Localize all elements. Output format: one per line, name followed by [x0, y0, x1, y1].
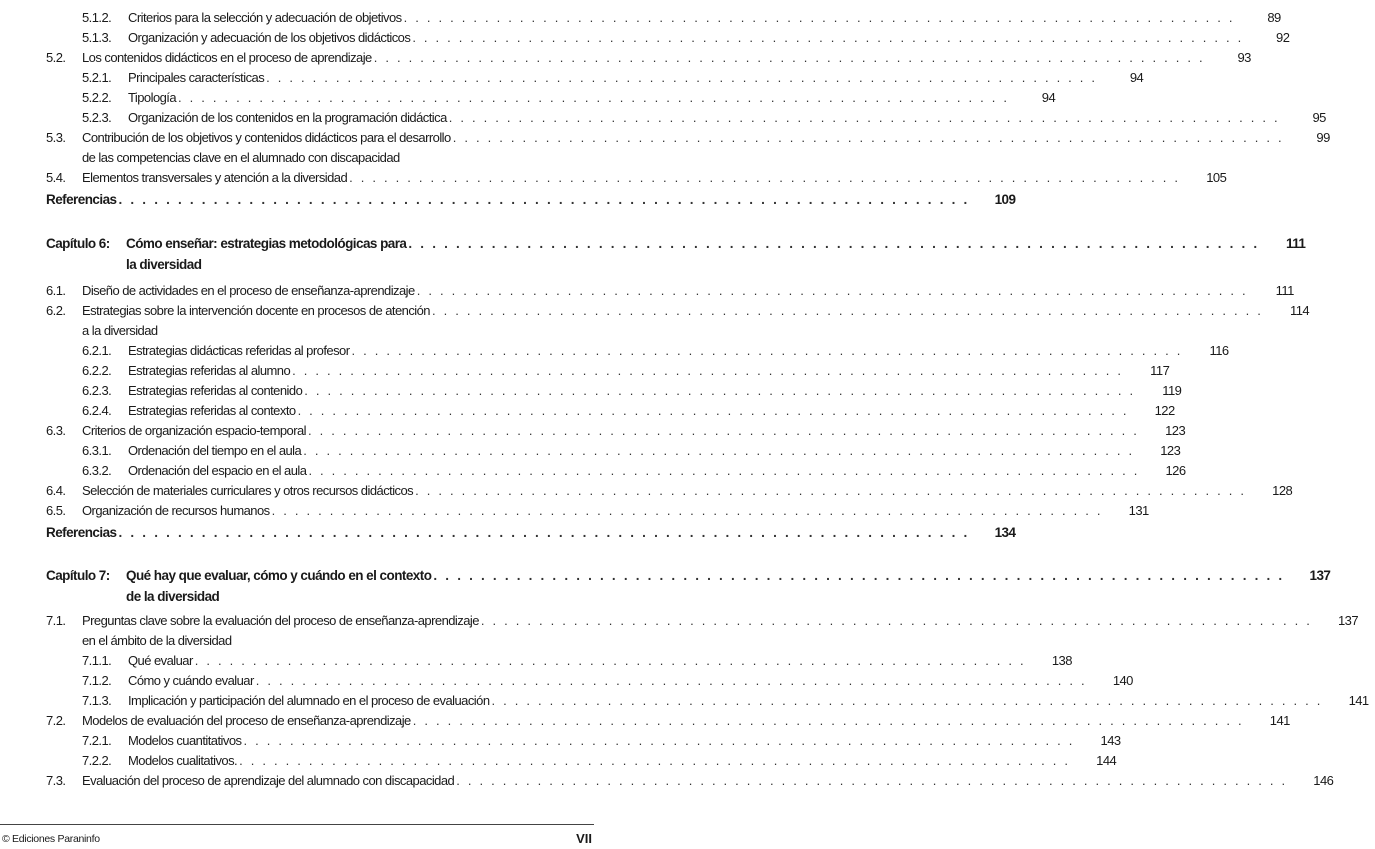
entry-title: Preguntas clave sobre la evaluación del proceso de enseñanza-aprendizaje — [82, 612, 479, 628]
entry-title: Organización y adecuación de los objetivos didácticos — [128, 29, 411, 45]
entry-number: 7.2.1. — [82, 732, 112, 748]
dot-leader: . . . . . . . . . . . . . . . . . . . . . . . . . . . . . . . . . . . . . . . . . . . . . . . . . . . . . . . . . . . . . . . . . . . . . . . . — [408, 235, 1260, 251]
entry-number: 7.1.3. — [82, 692, 112, 708]
dot-leader: . . . . . . . . . . . . . . . . . . . . . . . . . . . . . . . . . . . . . . . . . . . . . . . . . . . . . . . . . . . . . . . . . . . . . . . . — [308, 422, 1140, 438]
dot-leader: . . . . . . . . . . . . . . . . . . . . . . . . . . . . . . . . . . . . . . . . . . . . . . . . . . . . . . . . . . . . . . . . . . . . . . . . — [373, 49, 1205, 65]
entry-title: la diversidad — [126, 256, 202, 272]
page-number: 105 — [1206, 169, 1227, 185]
entry-number: 6.2. — [46, 302, 66, 318]
entry-title: a la diversidad — [82, 322, 158, 338]
toc-section-entry[interactable] — [0, 300, 1310, 320]
entry-number: 5.2.3. — [82, 109, 112, 125]
page-number: 126 — [1165, 462, 1186, 478]
entry-title: Evaluación del proceso de aprendizaje del alumnado con discapacidad — [82, 772, 455, 788]
entry-number: 5.2.2. — [82, 89, 112, 105]
entry-number: 6.2.1. — [82, 342, 112, 358]
entry-title: de la diversidad — [126, 588, 220, 604]
entry-title: Cómo y cuándo evaluar — [128, 672, 254, 688]
toc-section-entry[interactable] — [0, 127, 1330, 147]
page-number: 138 — [1051, 652, 1072, 668]
entry-number: Capítulo 7: — [46, 567, 110, 583]
dot-leader: . . . . . . . . . . . . . . . . . . . . . . . . . . . . . . . . . . . . . . . . . . . . . . . . . . . . . . . . . . . . . . . . . . . . . . . . — [412, 712, 1244, 728]
entry-number: 5.1.3. — [82, 29, 112, 45]
dot-leader: . . . . . . . . . . . . . . . . . . . . . . . . . . . . . . . . . . . . . . . . . . . . . . . . . . . . . . . . . . . . . . . . . . . . . . . . — [351, 342, 1183, 358]
toc-subsection-entry[interactable] — [0, 690, 1369, 710]
entry-title: Selección de materiales curriculares y otros recursos didácticos — [82, 482, 414, 498]
entry-number: 7.1.2. — [82, 672, 112, 688]
footer-divider — [0, 824, 594, 825]
page-number: 128 — [1272, 482, 1293, 498]
toc-entry-continued[interactable] — [0, 630, 600, 650]
page-number: 89 — [1267, 9, 1281, 25]
entry-title: Criterios de organización espacio-temporal — [82, 422, 307, 438]
page-number: 122 — [1154, 402, 1175, 418]
page-number: 131 — [1128, 502, 1149, 518]
toc-entry-continued[interactable] — [0, 147, 600, 167]
page-number: 93 — [1237, 49, 1251, 65]
page-number: 137 — [1337, 612, 1359, 628]
page-number: 141 — [1269, 712, 1290, 728]
page-number: 143 — [1100, 732, 1121, 748]
entry-title: Cómo enseñar: estrategias metodológicas para — [126, 235, 407, 251]
dot-leader: . . . . . . . . . . . . . . . . . . . . . . . . . . . . . . . . . . . . . . . . . . . . . . . . . . . . . . . . . . . . . . . . . . . . . . . . — [255, 672, 1087, 688]
entry-title: Estrategias referidas al contenido — [128, 382, 303, 398]
entry-number: 6.3.2. — [82, 462, 112, 478]
entry-title: Elementos transversales y atención a la diversidad — [82, 169, 348, 185]
page-number: 134 — [994, 524, 1016, 540]
dot-leader: . . . . . . . . . . . . . . . . . . . . . . . . . . . . . . . . . . . . . . . . . . . . . . . . . . . . . . . . . . . . . . . . . . . . . . . . — [433, 567, 1285, 583]
toc-section-entry[interactable] — [0, 500, 1149, 520]
entry-title: Ordenación del espacio en el aula — [128, 462, 307, 478]
page-number: 141 — [1348, 692, 1369, 708]
dot-leader: . . . . . . . . . . . . . . . . . . . . . . . . . . . . . . . . . . . . . . . . . . . . . . . . . . . . . . . . . . . . . . . . . . . . . . . . — [403, 9, 1235, 25]
page-number: 146 — [1313, 772, 1334, 788]
entry-number: 7.3. — [46, 772, 66, 788]
dot-leader: . . . . . . . . . . . . . . . . . . . . . . . . . . . . . . . . . . . . . . . . . . . . . . . . . . . . . . . . . . . . . . . . . . . . . . . . — [349, 169, 1181, 185]
dot-leader: . . . . . . . . . . . . . . . . . . . . . . . . . . . . . . . . . . . . . . . . . . . . . . . . . . . . . . . . . . . . . . . . . . . . . . . . — [239, 752, 1071, 768]
toc-subsection-entry[interactable] — [0, 360, 1170, 380]
dot-leader: . . . . . . . . . . . . . . . . . . . . . . . . . . . . . . . . . . . . . . . . . . . . . . . . . . . . . . . . . . . . . . . . . . . . . . . . — [194, 652, 1026, 668]
entry-title: Organización de recursos humanos — [82, 502, 270, 518]
entry-title: Qué hay que evaluar, cómo y cuándo en el contexto — [126, 567, 432, 583]
toc-subsection-entry[interactable] — [0, 380, 1182, 400]
chapter-heading-continued[interactable] — [0, 254, 600, 274]
entry-title: Estrategias sobre la intervención docente en procesos de atención — [82, 302, 430, 318]
page-number: 123 — [1160, 442, 1181, 458]
dot-leader: . . . . . . . . . . . . . . . . . . . . . . . . . . . . . . . . . . . . . . . . . . . . . . . . . . . . . . . . . . . . . . . . . . . . . . . . — [432, 302, 1264, 318]
entry-number: 5.1.2. — [82, 9, 112, 25]
dot-leader: . . . . . . . . . . . . . . . . . . . . . . . . . . . . . . . . . . . . . . . . . . . . . . . . . . . . . . . . . . . . . . . . . . . . . . . . — [271, 502, 1103, 518]
toc-section-entry[interactable] — [0, 280, 1294, 300]
page-number: 137 — [1309, 567, 1331, 583]
entry-title: Modelos cualitativos. — [128, 752, 238, 768]
dot-leader: . . . . . . . . . . . . . . . . . . . . . . . . . . . . . . . . . . . . . . . . . . . . . . . . . . . . . . . . . . . . . . . . . . . . . . . . — [304, 382, 1136, 398]
entry-number: 7.1.1. — [82, 652, 112, 668]
dot-leader: . . . . . . . . . . . . . . . . . . . . . . . . . . . . . . . . . . . . . . . . . . . . . . . . . . . . . . . . . . . . . . . . . . . . . . . . — [448, 109, 1280, 125]
page-number: 140 — [1112, 672, 1133, 688]
page-number: 144 — [1096, 752, 1117, 768]
entry-number: 6.5. — [46, 502, 66, 518]
entry-title: Estrategias referidas al alumno — [128, 362, 291, 378]
entry-number: 6.2.2. — [82, 362, 112, 378]
chapter-heading-continued[interactable] — [0, 586, 600, 606]
page-number: 117 — [1150, 362, 1170, 378]
dot-leader: . . . . . . . . . . . . . . . . . . . . . . . . . . . . . . . . . . . . . . . . . . . . . . . . . . . . . . . . . . . . . . . . . . . . . . . . — [118, 191, 970, 207]
entry-title: Estrategias didácticas referidas al profesor — [128, 342, 350, 358]
toc-subsection-entry[interactable] — [0, 670, 1133, 690]
entry-number: 5.4. — [46, 169, 66, 185]
toc-entry-continued[interactable] — [0, 320, 600, 340]
entry-number: 6.3.1. — [82, 442, 112, 458]
chapter-heading[interactable] — [0, 565, 1331, 585]
entry-title: Estrategias referidas al contexto — [128, 402, 296, 418]
page-number: 111 — [1275, 282, 1294, 298]
toc-subsection-entry[interactable] — [0, 107, 1326, 127]
dot-leader: . . . . . . . . . . . . . . . . . . . . . . . . . . . . . . . . . . . . . . . . . . . . . . . . . . . . . . . . . . . . . . . . . . . . . . . . — [308, 462, 1140, 478]
entry-title: Criterios para la selección y adecuación de objetivos — [128, 9, 402, 25]
entry-number: 6.3. — [46, 422, 66, 438]
entry-title: Contribución de los objetivos y contenidos didácticos para el desarrollo — [82, 129, 451, 145]
entry-number: 6.2.3. — [82, 382, 112, 398]
toc-section-entry[interactable] — [0, 167, 1227, 187]
entry-number: 7.2. — [46, 712, 66, 728]
toc-section-entry[interactable] — [0, 710, 1290, 730]
entry-number: 7.1. — [46, 612, 66, 628]
entry-number: Capítulo 6: — [46, 235, 110, 251]
entry-title: Referencias — [46, 524, 117, 540]
entry-title: Modelos cuantitativos — [128, 732, 242, 748]
toc-subsection-entry[interactable] — [0, 27, 1290, 47]
entry-title: de las competencias clave en el alumnado con discapacidad — [82, 149, 400, 165]
page-number: 95 — [1312, 109, 1326, 125]
dot-leader: . . . . . . . . . . . . . . . . . . . . . . . . . . . . . . . . . . . . . . . . . . . . . . . . . . . . . . . . . . . . . . . . . . . . . . . . — [266, 69, 1098, 85]
page-number: 119 — [1162, 382, 1182, 398]
entry-number: 5.2.1. — [82, 69, 112, 85]
entry-title: Organización de los contenidos en la programación didáctica — [128, 109, 447, 125]
dot-leader: . . . . . . . . . . . . . . . . . . . . . . . . . . . . . . . . . . . . . . . . . . . . . . . . . . . . . . . . . . . . . . . . . . . . . . . . — [416, 282, 1248, 298]
entry-title: Implicación y participación del alumnado en el proceso de evaluación — [128, 692, 490, 708]
page-number: 92 — [1276, 29, 1290, 45]
page-number: 116 — [1209, 342, 1229, 358]
entry-title: Modelos de evaluación del proceso de enseñanza-aprendizaje — [82, 712, 411, 728]
dot-leader: . . . . . . . . . . . . . . . . . . . . . . . . . . . . . . . . . . . . . . . . . . . . . . . . . . . . . . . . . . . . . . . . . . . . . . . . — [292, 362, 1124, 378]
entry-number: 6.2.4. — [82, 402, 112, 418]
entry-title: Los contenidos didácticos en el proceso de aprendizaje — [82, 49, 372, 65]
dot-leader: . . . . . . . . . . . . . . . . . . . . . . . . . . . . . . . . . . . . . . . . . . . . . . . . . . . . . . . . . . . . . . . . . . . . . . . . — [452, 129, 1284, 145]
page-number: 111 — [1285, 235, 1306, 251]
dot-leader: . . . . . . . . . . . . . . . . . . . . . . . . . . . . . . . . . . . . . . . . . . . . . . . . . . . . . . . . . . . . . . . . . . . . . . . . — [178, 89, 1010, 105]
entry-number: 6.1. — [46, 282, 66, 298]
dot-leader: . . . . . . . . . . . . . . . . . . . . . . . . . . . . . . . . . . . . . . . . . . . . . . . . . . . . . . . . . . . . . . . . . . . . . . . . — [303, 442, 1135, 458]
dot-leader: . . . . . . . . . . . . . . . . . . . . . . . . . . . . . . . . . . . . . . . . . . . . . . . . . . . . . . . . . . . . . . . . . . . . . . . . — [243, 732, 1075, 748]
dot-leader: . . . . . . . . . . . . . . . . . . . . . . . . . . . . . . . . . . . . . . . . . . . . . . . . . . . . . . . . . . . . . . . . . . . . . . . . — [480, 612, 1313, 628]
page-number: 123 — [1165, 422, 1186, 438]
entry-title: Qué evaluar — [128, 652, 193, 668]
toc-subsection-entry[interactable] — [0, 750, 1117, 770]
toc-subsection-entry[interactable] — [0, 730, 1121, 750]
toc-subsection-entry[interactable] — [0, 460, 1186, 480]
footer-publisher: © Ediciones Paraninfo — [2, 833, 100, 845]
footer-page-number: VII — [576, 831, 592, 846]
entry-title: Referencias — [46, 191, 117, 207]
page-number: 99 — [1316, 129, 1330, 145]
toc-subsection-entry[interactable] — [0, 67, 1144, 87]
references-entry[interactable] — [0, 522, 1016, 542]
page-number: 94 — [1041, 89, 1056, 105]
entry-number: 5.2. — [46, 49, 66, 65]
dot-leader: . . . . . . . . . . . . . . . . . . . . . . . . . . . . . . . . . . . . . . . . . . . . . . . . . . . . . . . . . . . . . . . . . . . . . . . . — [297, 402, 1129, 418]
chapter-heading[interactable] — [0, 233, 1306, 253]
entry-number: 5.3. — [46, 129, 66, 145]
page-number: 114 — [1290, 302, 1310, 318]
entry-title: Ordenación del tiempo en el aula — [128, 442, 302, 458]
toc-section-entry[interactable] — [0, 610, 1359, 630]
entry-number: 6.4. — [46, 482, 66, 498]
toc-section-entry[interactable] — [0, 420, 1186, 440]
page-number: 109 — [994, 191, 1016, 207]
toc-subsection-entry[interactable] — [0, 400, 1175, 420]
entry-title: en el ámbito de la diversidad — [82, 632, 232, 648]
entry-number: 7.2.2. — [82, 752, 112, 768]
toc-section-entry[interactable] — [0, 47, 1251, 67]
toc-section-entry[interactable] — [0, 770, 1334, 790]
references-entry[interactable] — [0, 189, 1016, 209]
toc-subsection-entry[interactable] — [0, 87, 1056, 107]
dot-leader: . . . . . . . . . . . . . . . . . . . . . . . . . . . . . . . . . . . . . . . . . . . . . . . . . . . . . . . . . . . . . . . . . . . . . . . . — [456, 772, 1288, 788]
dot-leader: . . . . . . . . . . . . . . . . . . . . . . . . . . . . . . . . . . . . . . . . . . . . . . . . . . . . . . . . . . . . . . . . . . . . . . . . — [415, 482, 1247, 498]
entry-title: Diseño de actividades en el proceso de enseñanza-aprendizaje — [82, 282, 415, 298]
page-number: 94 — [1129, 69, 1144, 85]
dot-leader: . . . . . . . . . . . . . . . . . . . . . . . . . . . . . . . . . . . . . . . . . . . . . . . . . . . . . . . . . . . . . . . . . . . . . . . . — [491, 692, 1323, 708]
toc-subsection-entry[interactable] — [0, 650, 1072, 670]
dot-leader: . . . . . . . . . . . . . . . . . . . . . . . . . . . . . . . . . . . . . . . . . . . . . . . . . . . . . . . . . . . . . . . . . . . . . . . . — [412, 29, 1244, 45]
entry-title: Principales características — [128, 69, 265, 85]
toc-subsection-entry[interactable] — [0, 7, 1281, 27]
toc-subsection-entry[interactable] — [0, 340, 1229, 360]
toc-subsection-entry[interactable] — [0, 440, 1181, 460]
toc-section-entry[interactable] — [0, 480, 1293, 500]
entry-title: Tipología — [128, 89, 177, 105]
dot-leader: . . . . . . . . . . . . . . . . . . . . . . . . . . . . . . . . . . . . . . . . . . . . . . . . . . . . . . . . . . . . . . . . . . . . . . . . — [118, 524, 970, 540]
